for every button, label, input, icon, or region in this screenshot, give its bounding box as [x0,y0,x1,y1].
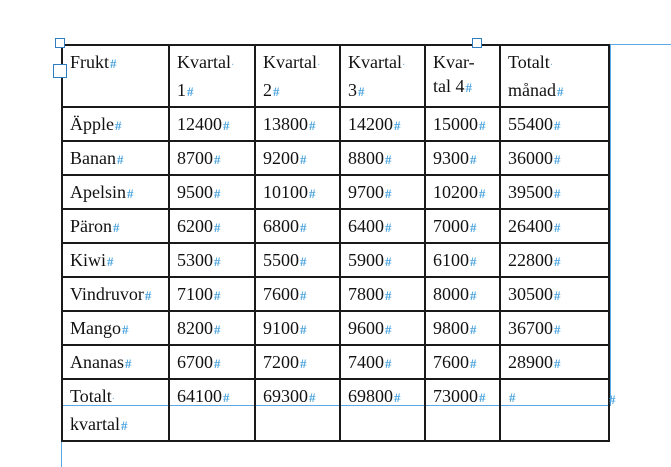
table-row [62,345,609,379]
pilcrow-mark: # [300,322,307,337]
header-cell[interactable] [500,45,609,107]
value-cell[interactable] [340,107,425,141]
pilcrow-mark: # [470,254,477,269]
cell-value: 6200 [177,216,213,236]
space-mark: · [549,60,554,71]
header-text-line2: 1 [177,80,186,100]
pilcrow-mark: # [385,322,392,337]
pilcrow-mark: # [385,186,392,201]
header-cell[interactable] [169,45,255,107]
value-cell[interactable] [169,345,255,379]
header-text-line2: månad [508,80,556,100]
pilcrow-mark: # [214,152,221,167]
cell-value: 6100 [433,250,469,270]
cell-value: 9300 [433,148,469,168]
table-row [62,277,609,311]
pilcrow-mark: # [394,118,401,133]
cell-value: 5900 [348,250,384,270]
value-cell[interactable] [425,141,500,175]
pilcrow-mark: # [116,152,124,167]
fruit-name: Mango [70,318,121,338]
cell-value: 28900 [508,352,553,372]
value-cell[interactable] [425,345,500,379]
cell-value: 22800 [508,250,553,270]
value-cell[interactable] [169,107,255,141]
value-cell[interactable] [340,243,425,277]
value-cell[interactable] [169,141,255,175]
pilcrow-mark: # [120,418,128,433]
fruit-name-cell[interactable] [62,243,169,277]
pilcrow-mark: # [214,288,221,303]
pilcrow-mark: # [479,186,486,201]
pilcrow-mark: # [470,322,477,337]
space-mark: · [316,60,321,71]
cell-value: 7800 [348,284,384,304]
header-text-line1: Kvartal [263,52,317,72]
cell-value: 8800 [348,148,384,168]
table-row [62,141,609,175]
cell-value: 26400 [508,216,553,236]
value-cell[interactable] [255,107,340,141]
value-cell[interactable] [425,175,500,209]
header-cell[interactable] [255,45,340,107]
pilcrow-mark: # [554,356,561,371]
pilcrow-mark: # [509,390,516,405]
header-cell[interactable] [340,45,425,107]
value-cell[interactable] [169,311,255,345]
pilcrow-mark: # [554,254,561,269]
cell-value: 9700 [348,182,384,202]
fruit-name: Apelsin [70,182,126,202]
table-row [62,175,609,209]
fruit-name: Banan [70,148,116,168]
cell-value: 30500 [508,284,553,304]
pilcrow-mark: # [124,356,132,371]
fruit-name: Vindruvor [70,284,144,304]
pilcrow-mark: # [300,220,307,235]
cell-value: 10100 [263,182,308,202]
cell-value: 10200 [433,182,478,202]
value-cell[interactable] [340,175,425,209]
value-cell[interactable] [169,175,255,209]
cell-value: 9500 [177,182,213,202]
pilcrow-mark: # [300,254,307,269]
pilcrow-mark: # [554,152,561,167]
total-value-cell[interactable] [340,379,425,441]
value-cell[interactable] [500,311,609,345]
pilcrow-mark: # [470,356,477,371]
header-text-line1: Frukt [70,52,110,72]
total-value-cell[interactable] [500,379,609,441]
pilcrow-mark: # [214,254,221,269]
pilcrow-mark: # [223,390,230,405]
cell-value: 7400 [348,352,384,372]
cell-value: 7600 [433,352,469,372]
pilcrow-mark: # [309,186,316,201]
total-value-cell[interactable] [255,379,340,441]
table-row [62,107,609,141]
fruit-name-cell[interactable] [62,311,169,345]
value-cell[interactable] [169,243,255,277]
table-row [62,209,609,243]
pilcrow-mark: # [358,84,365,99]
value-cell[interactable] [169,277,255,311]
fruit-name-cell[interactable] [62,175,169,209]
value-cell[interactable] [500,243,609,277]
cell-value: 7600 [263,284,299,304]
pilcrow-mark: # [214,356,221,371]
pilcrow-mark: # [300,356,307,371]
pilcrow-mark: # [214,186,221,201]
cell-value: 6400 [348,216,384,236]
pilcrow-mark: # [385,152,392,167]
pilcrow-mark: # [470,152,477,167]
value-cell[interactable] [255,141,340,175]
story-end-mark: # [609,392,616,407]
pilcrow-mark: # [309,390,316,405]
pilcrow-mark: # [385,288,392,303]
fruit-name: Äpple [70,114,114,134]
header-text-line2: tal 4 [433,76,465,96]
pilcrow-mark: # [385,254,392,269]
fruit-name-cell[interactable] [62,141,169,175]
cell-value: 8700 [177,148,213,168]
value-cell[interactable] [500,209,609,243]
cell-value: 55400 [508,114,553,134]
pilcrow-mark: # [385,356,392,371]
total-value: 69800 [348,386,393,406]
value-cell[interactable] [500,277,609,311]
pilcrow-mark: # [144,288,152,303]
total-value: 69300 [263,386,308,406]
pilcrow-mark: # [187,84,194,99]
header-text-line1: Kvartal [177,52,231,72]
pilcrow-mark: # [479,118,486,133]
value-cell[interactable] [500,107,609,141]
pilcrow-mark: # [554,186,561,201]
value-cell[interactable] [340,311,425,345]
cell-value: 9200 [263,148,299,168]
header-row [62,45,609,107]
pilcrow-mark: # [554,322,561,337]
value-cell[interactable] [425,311,500,345]
value-cell[interactable] [255,209,340,243]
pilcrow-mark: # [115,118,122,133]
text-frame-in-port[interactable] [53,64,67,78]
cell-value: 5300 [177,250,213,270]
fruit-name-cell[interactable] [62,345,169,379]
cell-value: 7200 [263,352,299,372]
total-row [62,379,609,441]
cell-value: 36700 [508,318,553,338]
value-cell[interactable] [255,175,340,209]
pilcrow-mark: # [223,118,230,133]
cell-value: 7000 [433,216,469,236]
table-row [62,243,609,277]
cell-value: 6800 [263,216,299,236]
pilcrow-mark: # [214,322,221,337]
pilcrow-mark: # [122,322,129,337]
pilcrow-mark: # [554,288,561,303]
cell-value: 36000 [508,148,553,168]
value-cell[interactable] [169,209,255,243]
pilcrow-mark: # [300,152,307,167]
pilcrow-mark: # [479,390,486,405]
fruit-name-cell[interactable] [62,209,169,243]
pilcrow-mark: # [273,84,280,99]
value-cell[interactable] [425,277,500,311]
space-mark: · [230,60,235,71]
cell-value: 5500 [263,250,299,270]
cell-value: 8200 [177,318,213,338]
value-cell[interactable] [255,311,340,345]
value-cell[interactable] [500,175,609,209]
frame-handle-top-left[interactable] [55,38,65,48]
fruit-name: Ananas [70,352,124,372]
fruit-name-cell[interactable] [62,277,169,311]
total-label-cell[interactable] [62,379,169,441]
fruit-sales-table[interactable] [61,44,610,442]
pilcrow-mark: # [214,220,221,235]
value-cell[interactable] [425,209,500,243]
total-value-cell[interactable] [169,379,255,441]
fruit-name: Päron [70,216,112,236]
pilcrow-mark: # [470,288,477,303]
total-label-line2: kvartal [70,414,120,434]
pilcrow-mark: # [110,56,117,71]
value-cell[interactable] [255,277,340,311]
pilcrow-mark: # [470,220,477,235]
cell-value: 9100 [263,318,299,338]
cell-value: 15000 [433,114,478,134]
fruit-name: Kiwi [70,250,106,270]
pilcrow-mark: # [465,80,472,95]
cell-value: 9800 [433,318,469,338]
value-cell[interactable] [500,141,609,175]
pilcrow-mark: # [556,84,564,99]
value-cell[interactable] [425,243,500,277]
pilcrow-mark: # [385,220,392,235]
header-text-line2: 3 [348,80,357,100]
cell-value: 12400 [177,114,222,134]
space-mark: · [401,60,406,71]
value-cell[interactable] [255,243,340,277]
cell-value: 8000 [433,284,469,304]
cell-value: 7100 [177,284,213,304]
header-text-line1: Kvartal [348,52,402,72]
header-text-line1: Kvar- [433,52,475,72]
value-cell[interactable] [340,209,425,243]
value-cell[interactable] [340,277,425,311]
total-value: 64100 [177,386,222,406]
pilcrow-mark: # [554,220,561,235]
header-text-line2: 2 [263,80,272,100]
pilcrow-mark: # [300,288,307,303]
total-value-cell[interactable] [425,379,500,441]
pilcrow-mark: # [127,186,134,201]
frame-right-guide [610,44,611,406]
header-cell[interactable] [425,45,500,107]
pilcrow-mark: # [113,220,120,235]
header-cell[interactable] [62,45,169,107]
table-row [62,311,609,345]
pilcrow-mark: # [554,118,561,133]
cell-value: 39500 [508,182,553,202]
pilcrow-mark: # [309,118,316,133]
cell-value: 14200 [348,114,393,134]
value-cell[interactable] [255,345,340,379]
total-label-line1: Totalt [70,386,112,406]
value-cell[interactable] [425,107,500,141]
value-cell[interactable] [340,141,425,175]
space-mark: · [111,394,116,405]
value-cell[interactable] [340,345,425,379]
pilcrow-mark: # [394,390,401,405]
frame-handle-top-middle[interactable] [472,38,482,48]
total-value: 73000 [433,386,478,406]
cell-value: 6700 [177,352,213,372]
fruit-name-cell[interactable] [62,107,169,141]
cell-value: 13800 [263,114,308,134]
value-cell[interactable] [500,345,609,379]
cell-value: 9600 [348,318,384,338]
header-text-line1: Totalt [508,52,550,72]
pilcrow-mark: # [107,254,114,269]
